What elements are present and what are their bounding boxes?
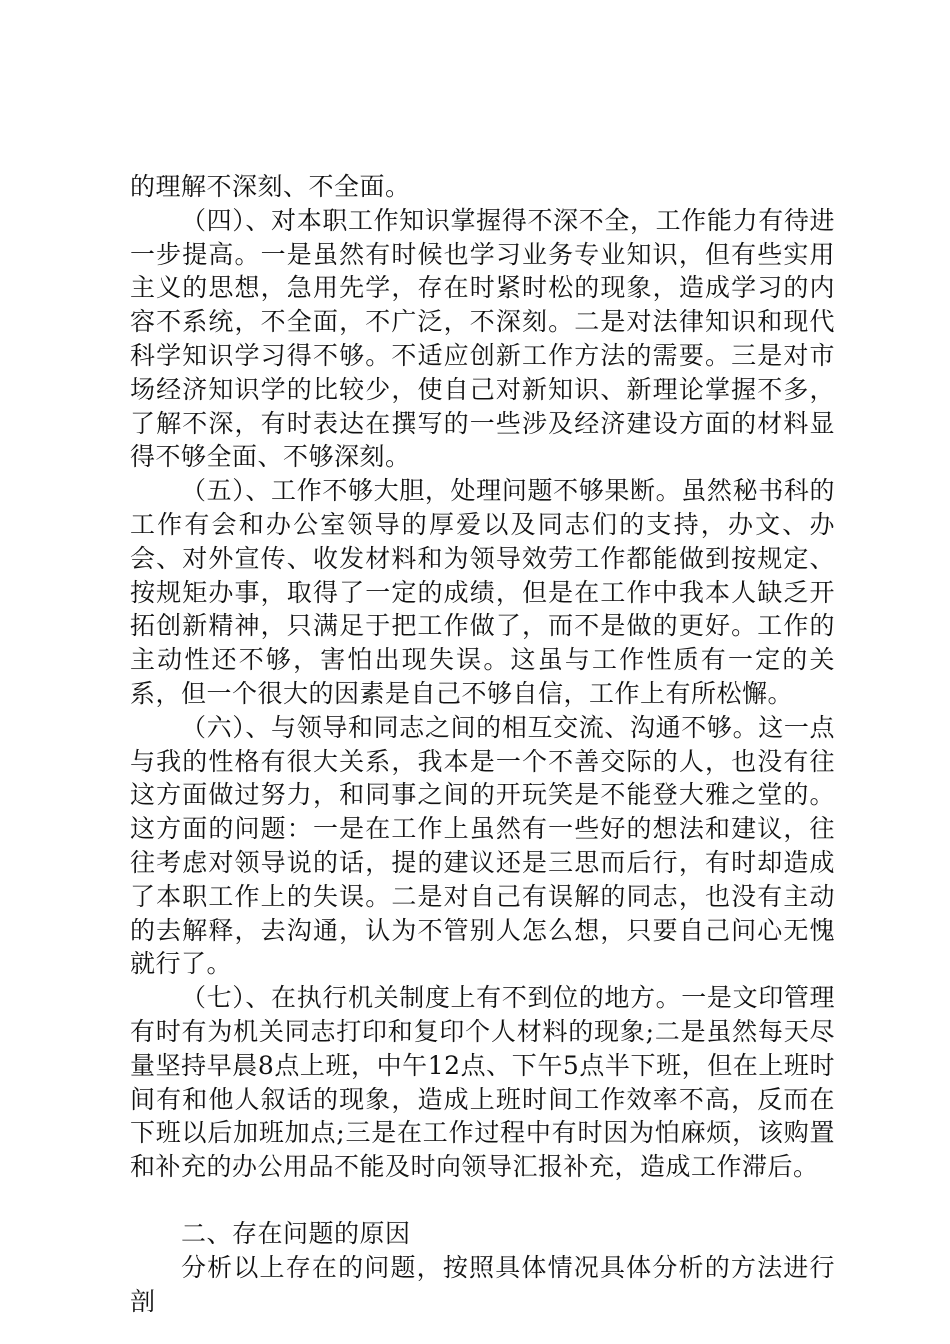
paragraph-section-four: （四）、对本职工作知识掌握得不深不全，工作能力有待进一步提高。一是虽然有时候也学习业务专业知识，但有些实用主义的思想，急用先学，存在时紧时松的现象，造成学习的内容不系统，不全面，不广泛，不深刻。二是对法律知识和现代科学知识学习得不够。不适应创新工作方法的需要。三是对市场经济知识学的比较少，使自己对新知识、新理论掌握不多，了解不深，有时表达在撰写的一些涉及经济建设方面的材料显得不够全面、不够深刻。 [130,205,835,472]
section-heading: 二、存在问题的原因 [181,1218,411,1248]
paragraph-analysis: 分析以上存在的问题，按照具体情况具体分析的方法进行剖 [130,1252,835,1316]
document-body [130,170,835,1318]
paragraph-section-seven: （七）、在执行机关制度上有不到位的地方。一是文印管理有时有为机关同志打印和复印个人材料的现象;二是虽然每天尽量坚持早晨8点上班，中午12点、下午5点半下班，但在上班时间有和他人叙话的现象，造成上班时间工作效率不高，反而在下班以后加班加点;三是在工作过程中有时因为怕麻烦，该购置和补充的办公用品不能及时向领导汇报补充，造成工作滞后。 [130,983,835,1182]
section-spacer [130,1184,835,1217]
paragraph-continuation: 的理解不深刻、不全面。 [130,172,411,201]
paragraph-section-six: （六）、与领导和同志之间的相互交流、沟通不够。这一点与我的性格有很大关系，我本是一个不善交际的人，也没有往这方面做过努力，和同事之间的开玩笑是不能登大雅之堂的。这方面的问题：一是在工作上虽然有一些好的想法和建议，往往考虑对领导说的话，提的建议还是三思而后行，有时却造成了本职工作上的失误。二是对自己有误解的同志，也没有主动的去解释，去沟通，认为不管别人怎么想，只要自己问心无愧就行了。 [130,712,835,979]
paragraph-section-five: （五）、工作不够大胆，处理问题不够果断。虽然秘书科的工作有会和办公室领导的厚爱以及同志们的支持，办文、办会、对外宣传、收发材料和为领导效劳工作都能做到按规定、按规矩办事，取得了一定的成绩，但是在工作中我本人缺乏开拓创新精神，只满足于把工作做了，而不是做的更好。工作的主动性还不够，害怕出现失误。这虽与工作性质有一定的关系，但一个很大的因素是自己不够自信，工作上有所松懈。 [130,476,835,708]
